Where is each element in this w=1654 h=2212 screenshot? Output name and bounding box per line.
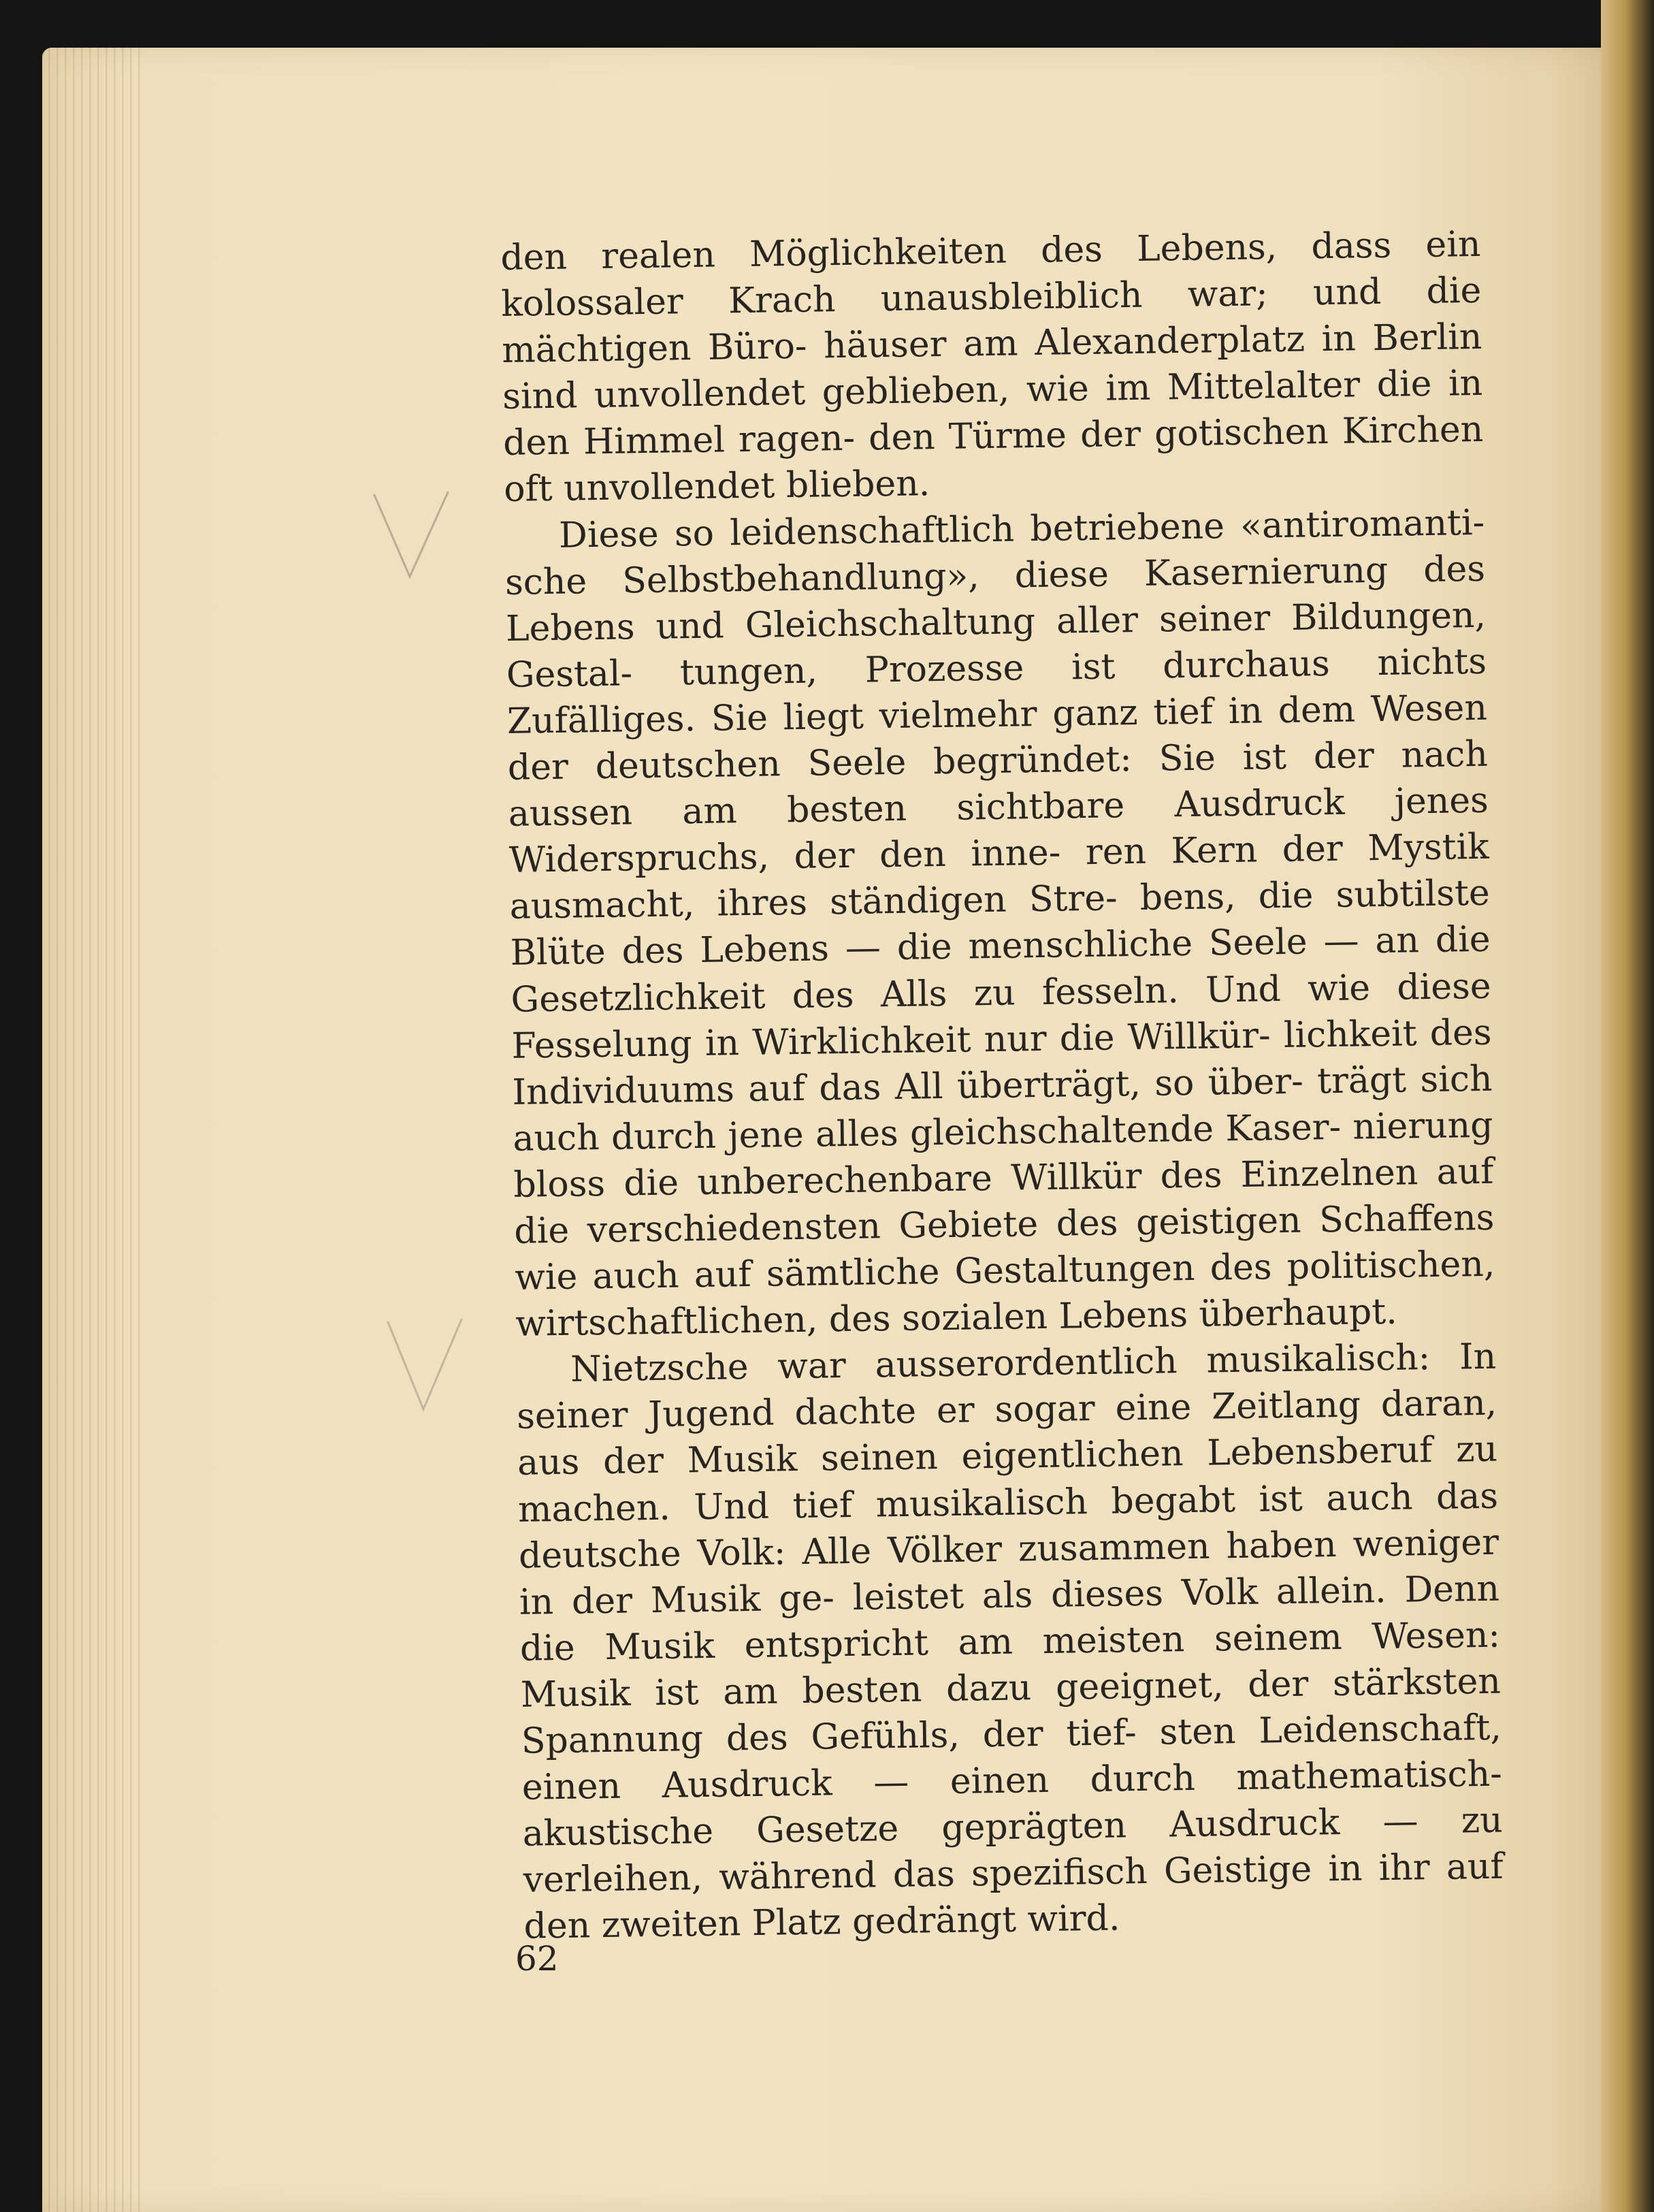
pencil-v-mark-upper — [368, 487, 456, 582]
page-number: 62 — [515, 1939, 559, 1978]
paragraph-nietzsche-music: Nietzsche war ausserordentlich musikalisch: In seiner Jugend dachte er sogar eine Zeitlang daran, aus der Musik seinen eigentlichen Lebensberuf zu machen. Und tief musikalisch begabt ist auch das deutsche Volk: Alle Völker zusammen haben weniger in der Musik ge- leistet als dieses Volk allein. Denn die Musik entspricht am meisten seinem Wesen: Musik ist am besten dazu geeignet, der stärksten Spannung des Gefühls, der tief- sten Leidenschaft, einen Ausdruck — einen durch mathematisch-akustische Gesetze geprägten Ausdruck — zu verleihen, während das spezifisch Geistige in ihr auf den zweiten Platz gedrängt wird. — [516, 1336, 1504, 1948]
page-edge-stack — [42, 48, 144, 2212]
body-text — [500, 221, 1504, 1950]
paragraph-continued: den realen Möglichkeiten des Lebens, dass ein kolossaler Krach unausbleiblich war; und die mächtigen Büro- häuser am Alexanderplatz in Berlin sind unvollendet geblieben, wie im Mittelalter die in den Himmel ragen- den Türme der gotischen Kirchen oft unvollendet blieben. — [500, 223, 1484, 511]
paragraph-romanticism: Diese so leidenschaftlich betriebene «antiromanti- sche Selbstbehandlung», diese Kasernierung des Lebens und Gleichschaltung aller seiner Bildungen, Gestal- tungen, Prozesse ist durchaus nichts Zufälliges. Sie liegt vielmehr ganz tief in dem Wesen der deutschen Seele begründet: Sie ist der nach aussen am besten sichtbare Ausdruck jenes Widerspruchs, der den inne- ren Kern der Mystik ausmacht, ihres ständigen Stre- bens, die subtilste Blüte des Lebens — die menschliche Seele — an die Gesetzlichkeit des Alls zu fesseln. Und wie diese Fesselung in Wirklichkeit nur die Willkür- lichkeit des Individuums auf das All überträgt, so über- trägt sich auch durch jene alles gleichschaltende Kaser- nierung bloss die unberechenbare Willkür des Einzelnen auf die verschiedensten Gebiete des geistigen Schaffens wie auch auf sämtliche Gestaltungen des politischen, wirtschaftlichen, des sozialen Lebens überhaupt. — [504, 502, 1495, 1345]
pencil-v-mark-lower — [381, 1314, 470, 1416]
book-spine-gutter — [1601, 0, 1654, 2212]
